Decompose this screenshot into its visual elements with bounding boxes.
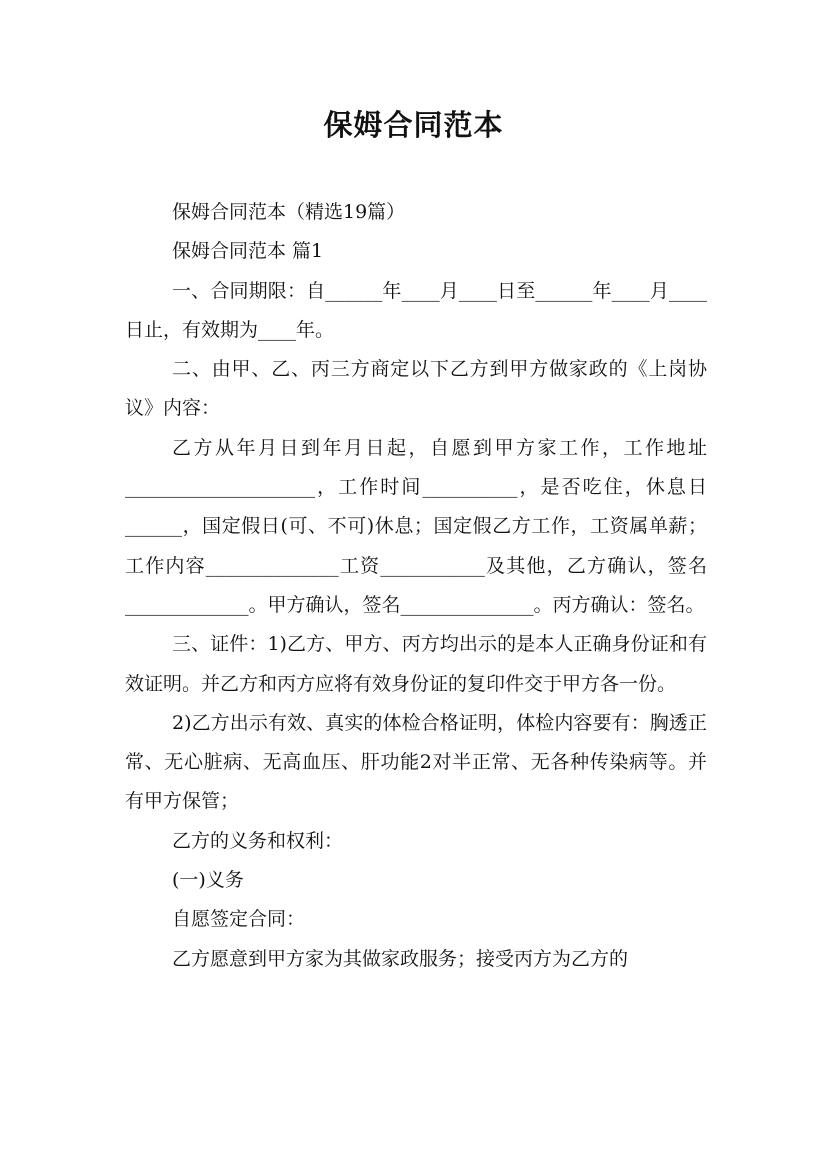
paragraph-agreement-intro: 二、由甲、乙、丙三方商定以下乙方到甲方做家政的《上岗协议》内容： — [125, 358, 707, 420]
paragraph-documents: 三、证件：1)乙方、甲方、丙方均出示的是本人正确身份证和有效证明。并乙方和丙方应将有效身份证的复印件交于甲方各一份。 — [125, 633, 707, 695]
paragraph-duties-rights: 乙方的义务和权利： — [172, 829, 344, 852]
document-body — [125, 193, 707, 979]
paragraph-health-check: 2)乙方出示有效、真实的体检合格证明，体检内容要有：胸透正常、无心脏病、无高血压、肝功能2对半正常、无各种传染病等。并有甲方保管； — [125, 711, 707, 813]
paragraph-subtitle: 保姆合同范本（精选19篇） — [172, 201, 406, 223]
document-title: 保姆合同范本 — [323, 108, 504, 142]
paragraph-work-details: 乙方从年月日到年月日起，自愿到甲方家工作，工作地址____________________，工作时间__________，是否吃住，休息日______，国定假日(可、不可)休息；国定假乙方工作，工资属单薪；工作内容______________工资___________及其他，乙方确认，签名_____________。甲方确认，签名______________。丙方确认：签名。 — [125, 436, 707, 616]
paragraph-section-heading: 保姆合同范本 篇1 — [172, 240, 324, 263]
paragraph-voluntary-sign: 自愿签定合同： — [172, 908, 306, 931]
paragraph-duties-heading: (一)义务 — [172, 869, 244, 892]
paragraph-service-agreement: 乙方愿意到甲方家为其做家政服务；接受丙方为乙方的 — [172, 947, 629, 970]
paragraph-contract-term: 一、合同期限：自______年____月____日至______年____月____日止，有效期为____年。 — [125, 279, 707, 341]
